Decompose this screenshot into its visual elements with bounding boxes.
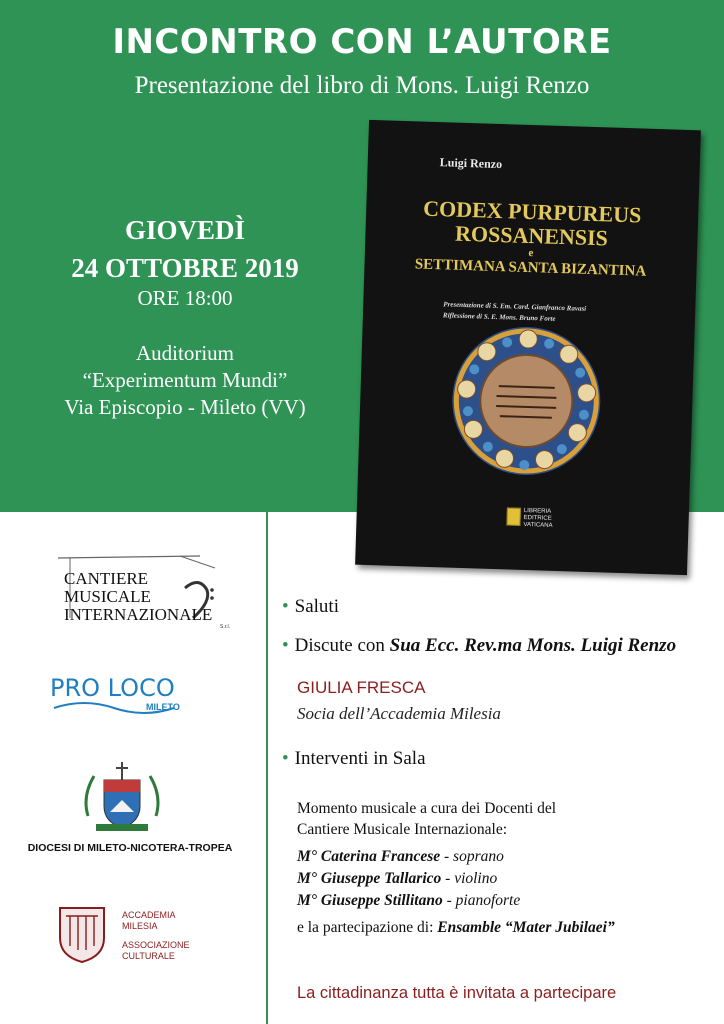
program-item-interventions: • Interventi in Sala	[282, 748, 426, 769]
academy-name	[122, 910, 176, 932]
academy-name-line-2: MILESIA	[122, 921, 158, 931]
venue-line-3: Via Episcopio - Mileto (VV)	[64, 395, 306, 419]
performer-3: M° Giuseppe Stillitano - pianoforte	[297, 892, 521, 909]
speaker-name: GIULIA FRESCA	[297, 678, 426, 697]
cantiere-line-1: CANTIERE	[64, 569, 149, 588]
participation: e la partecipazione di: Ensamble “Mater Jubilaei”	[297, 919, 615, 936]
book-author: Luigi Renzo	[439, 155, 503, 172]
music-intro-line-2: Cantiere Musicale Internazionale:	[297, 821, 508, 838]
book-title-conjunction: e	[528, 246, 534, 260]
medallion-illustration	[448, 323, 605, 480]
performer-1: M° Caterina Francese - soprano	[297, 848, 504, 865]
ensemble-name: Ensamble “Mater Jubilaei”	[437, 919, 615, 936]
bullet-icon: •	[282, 635, 289, 656]
column-divider	[266, 512, 268, 1024]
publisher-line-3: VATICANA	[523, 521, 553, 529]
book-title-line-2: ROSSANENSIS	[454, 220, 609, 251]
venue-line-2: “Experimentum Mundi”	[82, 368, 288, 392]
speaker-role: Socia dell’Accademia Milesia	[297, 704, 501, 723]
poster-subtitle: Presentazione del libro di Mons. Luigi Renzo	[134, 72, 590, 99]
publisher-emblem-icon	[506, 507, 521, 525]
program-item-greetings: • Saluti	[282, 596, 339, 617]
cantiere-line-3: INTERNAZIONALE	[64, 605, 213, 624]
bullet-icon: •	[282, 596, 289, 617]
diocese-coat-of-arms	[82, 762, 162, 836]
cantiere-musicale-logo	[40, 548, 240, 632]
bullet-icon: •	[282, 748, 289, 769]
program-item-discussion: • Discute con Sua Ecc. Rev.ma Mons. Luigi Renzo	[282, 635, 677, 656]
cantiere-suffix: S.r.l.	[220, 624, 231, 630]
pro-loco-name: PRO LOCO	[50, 674, 175, 702]
music-intro-line-1: Momento musicale a cura dei Docenti del	[297, 800, 557, 817]
cantiere-line-2: MUSICALE	[64, 587, 151, 606]
publisher-logo	[506, 507, 567, 530]
diocese-name: DIOCESI DI MILETO-NICOTERA-TROPEA	[27, 842, 233, 854]
event-day: GIOVEDÌ	[124, 215, 246, 245]
event-time: ORE 18:00	[137, 286, 233, 310]
poster-title: INCONTRO CON L’AUTORE	[112, 22, 612, 62]
pro-loco-logo	[48, 668, 198, 722]
book-title-line-3: SETTIMANA SANTA BIZANTINA	[414, 256, 647, 280]
book-cover	[355, 120, 701, 575]
event-date: 24 OTTOBRE 2019	[71, 253, 299, 283]
publisher-line-2: EDITRICE	[523, 514, 552, 522]
invitation-text: La cittadinanza tutta è invitata a partecipare	[297, 984, 617, 1002]
academy-association	[122, 940, 190, 962]
book-reflection: Riflessione di S. E. Mons. Bruno Forte	[442, 311, 556, 323]
accademia-milesia-crest	[56, 902, 108, 964]
performer-2: M° Giuseppe Tallarico - violino	[297, 870, 498, 887]
academy-name-line-1: ACCADEMIA	[122, 910, 176, 920]
venue-line-1: Auditorium	[136, 341, 234, 365]
academy-assoc-line-1: ASSOCIAZIONE	[122, 940, 190, 950]
book-title-line-1: CODEX PURPUREUS	[422, 195, 642, 228]
publisher-line-1: LIBRERIA	[523, 507, 552, 515]
pro-loco-town: MILETO	[146, 702, 180, 712]
discussant-name: Sua Ecc. Rev.ma Mons. Luigi Renzo	[389, 635, 677, 656]
book-presentation: Presentazione di S. Em. Card. Gianfranco Ravasi	[443, 300, 587, 313]
academy-assoc-line-2: CULTURALE	[122, 951, 175, 961]
